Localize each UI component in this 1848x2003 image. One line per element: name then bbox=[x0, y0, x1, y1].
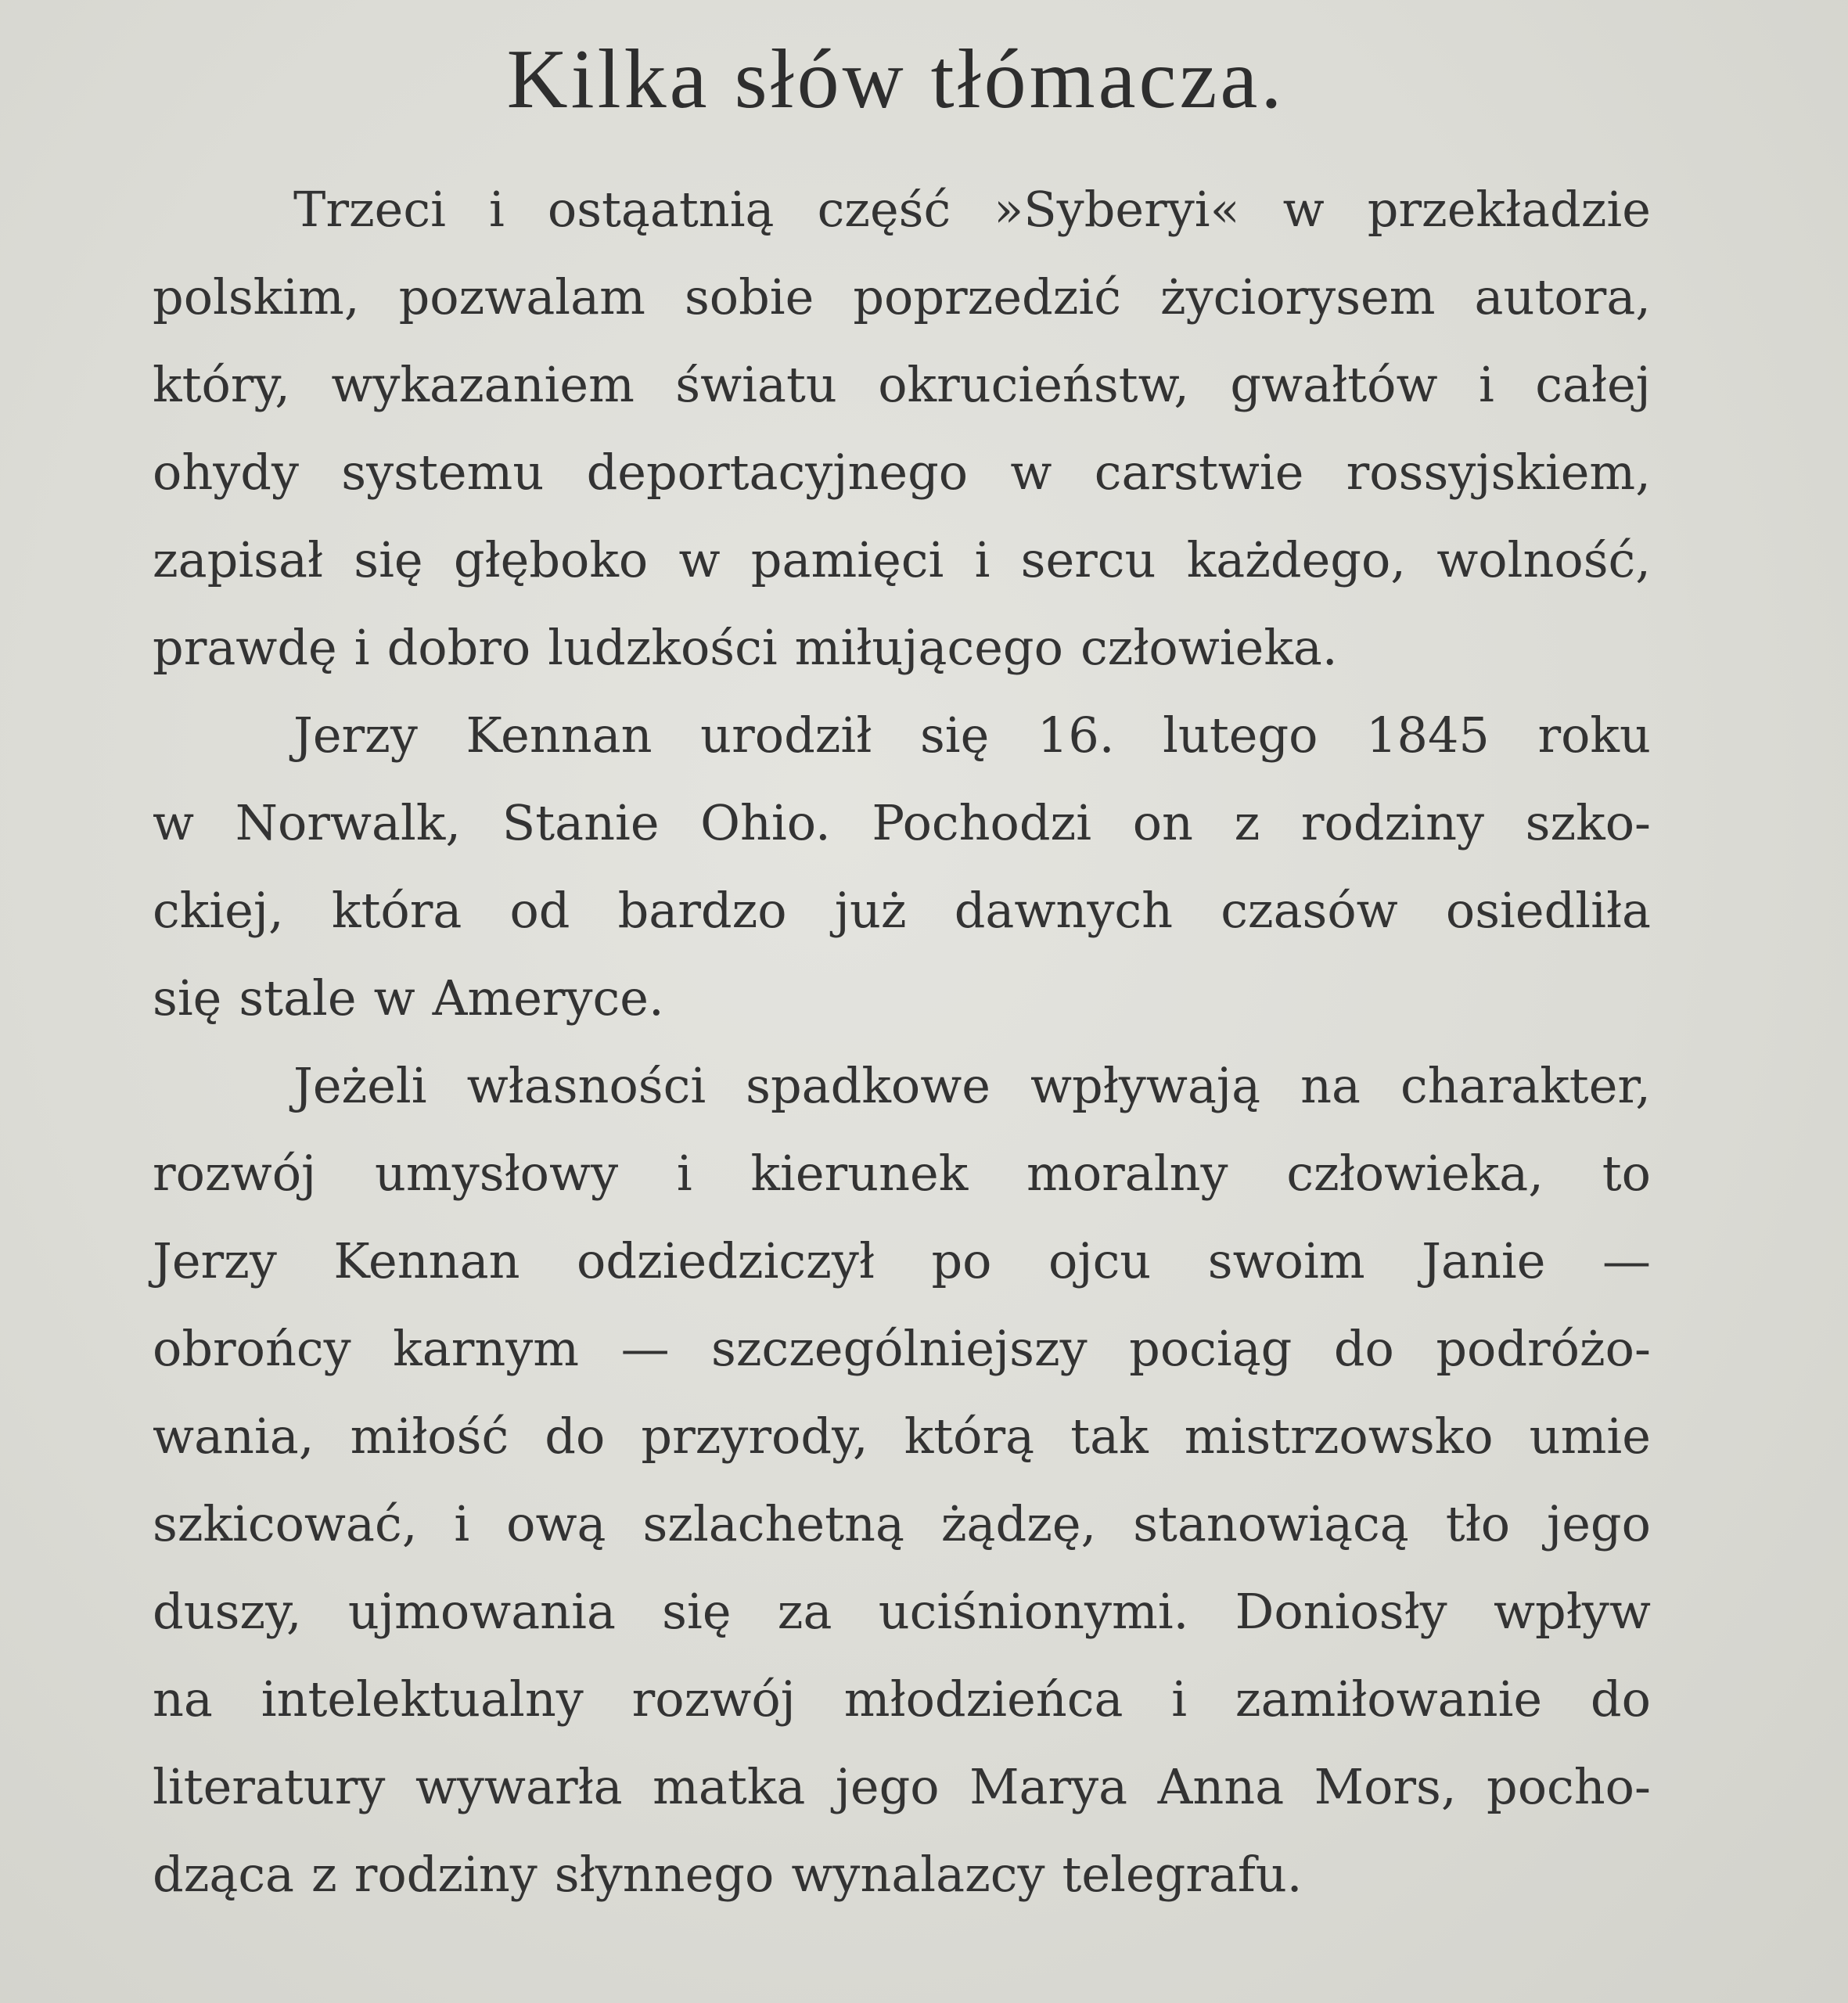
text-line: duszy, ujmowania się za uciśnionymi. Doniosły wpływ bbox=[153, 1583, 1651, 1640]
page-title: Kilka słów tłómacza. bbox=[506, 33, 1285, 126]
text-line: Jeżeli własności spadkowe wpływają na charakter, bbox=[293, 1057, 1651, 1114]
text-line: w Norwalk, Stanie Ohio. Pochodzi on z rodziny szko- bbox=[153, 794, 1651, 851]
text-line: dząca z rodziny słynnego wynalazcy telegrafu. bbox=[153, 1846, 1303, 1903]
text-line: obrońcy karnym — szczególniejszy pociąg do podróżo- bbox=[153, 1320, 1651, 1377]
text-line: prawdę i dobro ludzkości miłującego człowieka. bbox=[153, 619, 1338, 676]
text-line: ohydy systemu deportacyjnego w carstwie rossyjskiem, bbox=[153, 444, 1651, 501]
text-line: Trzeci i ostąatnią część »Syberyi« w przekładzie bbox=[293, 181, 1651, 238]
text-line: polskim, pozwalam sobie poprzedzić życiorysem autora, bbox=[153, 268, 1651, 325]
text-line: szkicować, i ową szlachetną żądzę, stanowiącą tło jego bbox=[153, 1495, 1651, 1552]
text-line: wania, miłość do przyrody, którą tak mistrzowsko umie bbox=[153, 1408, 1651, 1465]
text-line: ckiej, która od bardzo już dawnych czasów osiedliła bbox=[153, 882, 1651, 939]
text-line: na intelektualny rozwój młodzieńca i zamiłowanie do bbox=[153, 1670, 1651, 1728]
text-line: się stale w Ameryce. bbox=[153, 969, 664, 1027]
text-line: literatury wywarła matka jego Marya Anna Mors, pocho- bbox=[153, 1758, 1651, 1815]
text-line: zapisał się głęboko w pamięci i sercu każdego, wolność, bbox=[153, 531, 1651, 588]
text-line: Jerzy Kennan urodził się 16. lutego 1845 roku bbox=[293, 707, 1651, 764]
text-line: który, wykazaniem światu okrucieństw, gwałtów i całej bbox=[153, 356, 1651, 413]
text-line: Jerzy Kennan odziedziczył po ojcu swoim Janie — bbox=[153, 1232, 1651, 1289]
text-line: rozwój umysłowy i kierunek moralny człowieka, to bbox=[153, 1145, 1651, 1202]
